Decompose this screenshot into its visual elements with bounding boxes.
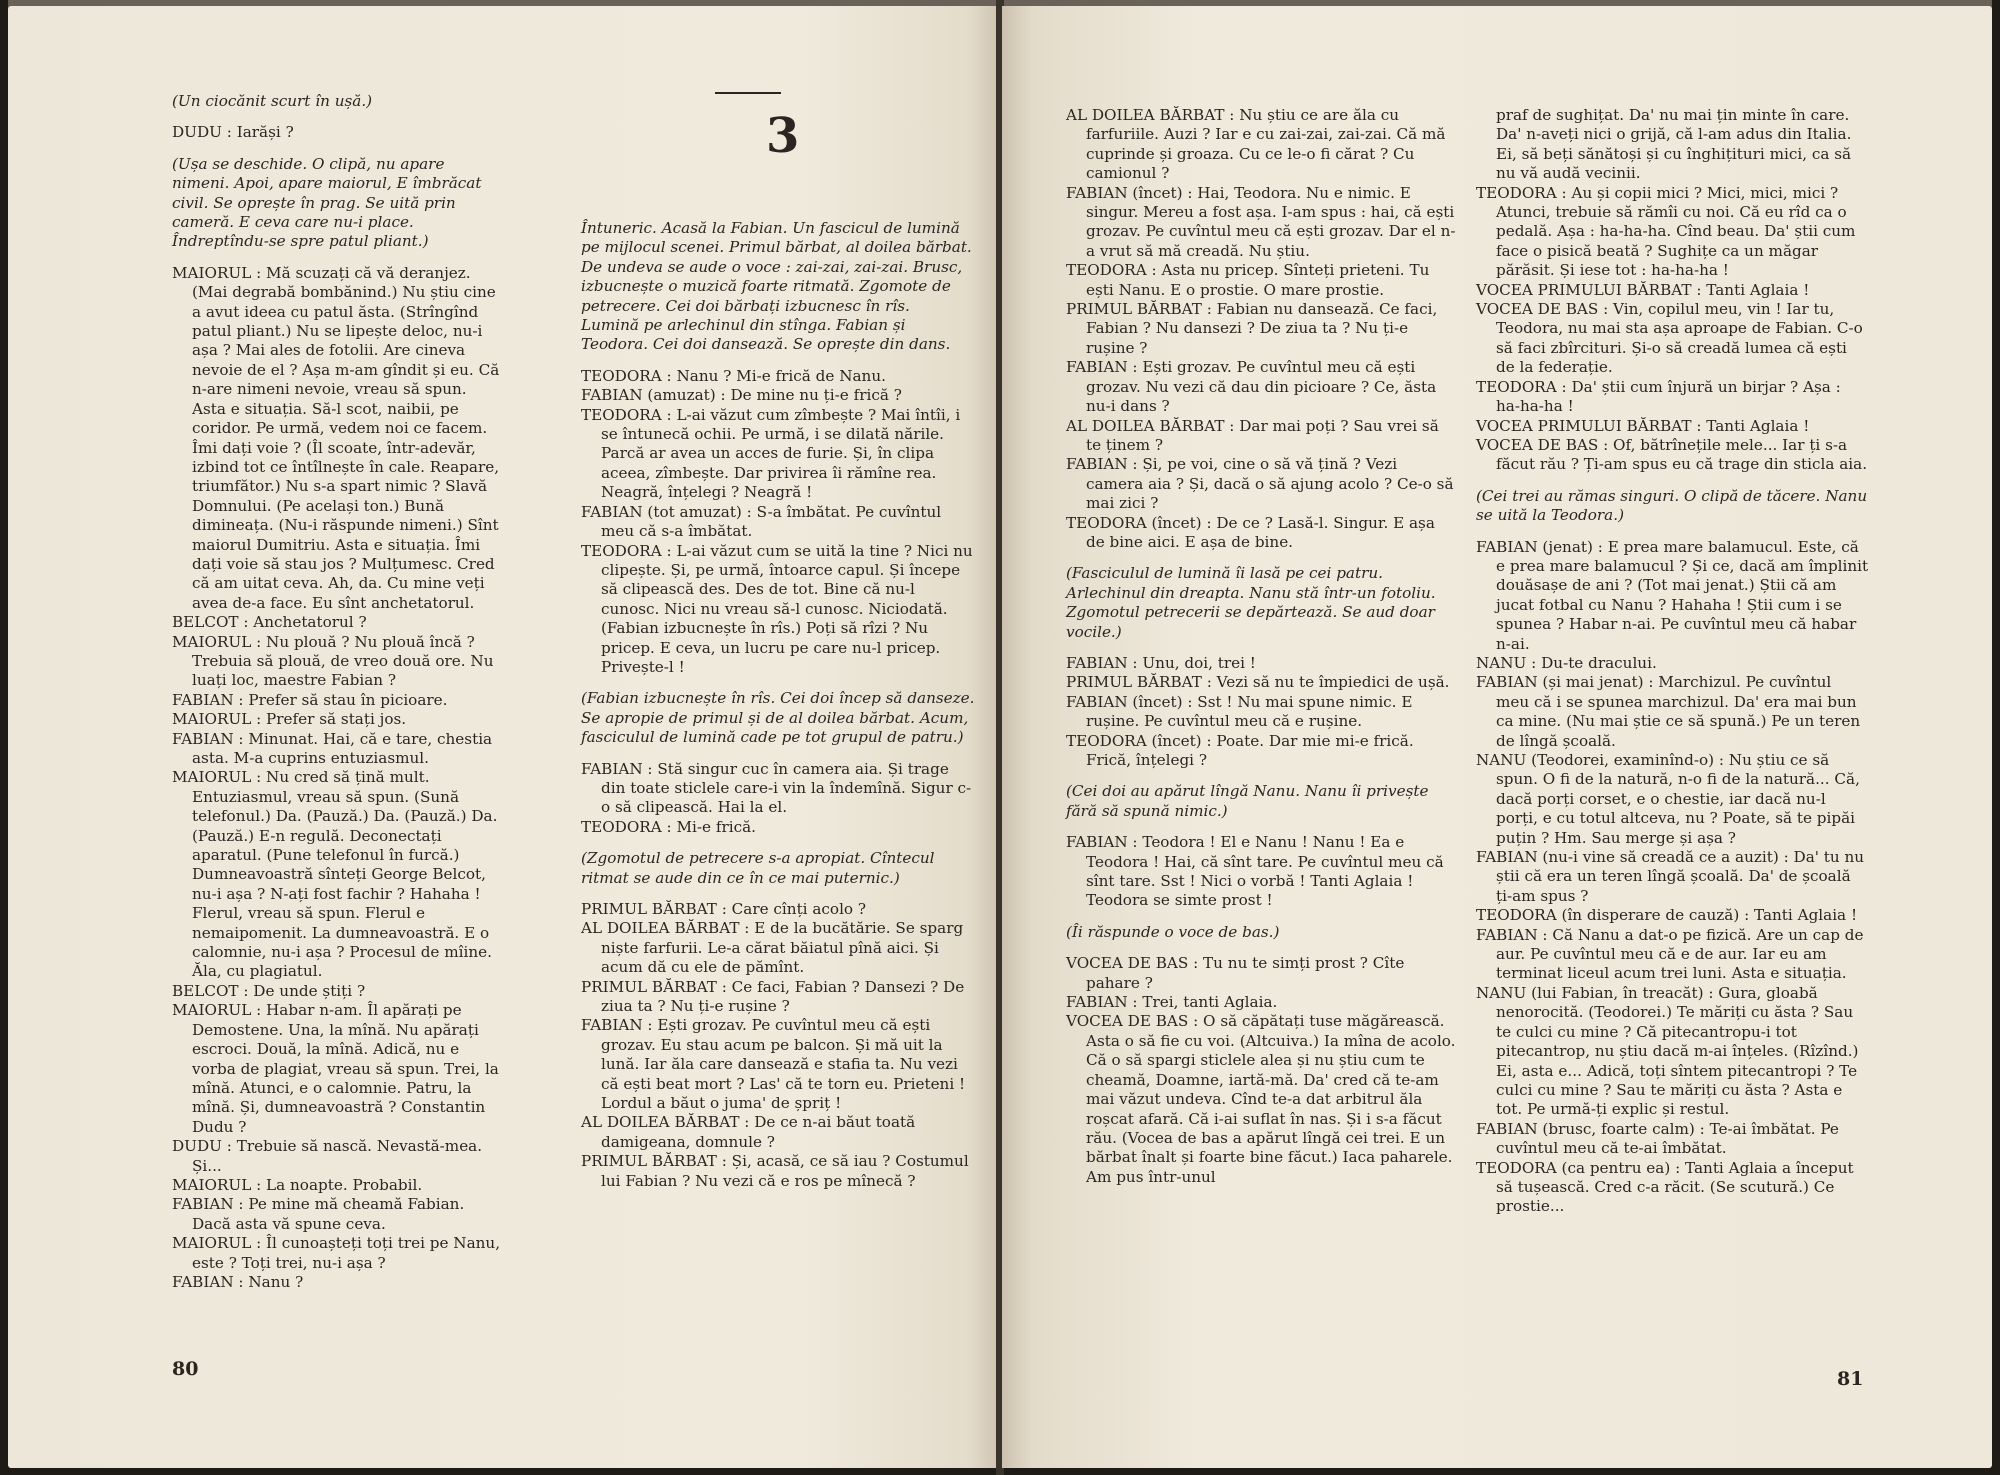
- dialogue-line: AL DOILEA BĂRBAT : De ce n-ai băut toată damigeana, domnule ?: [581, 1113, 916, 1151]
- stage-direction: (Un ciocănit scurt în ușă.): [172, 92, 373, 110]
- dialogue-line: FABIAN : Stă singur cuc în camera aia. Și trage din toate sticlele care-i vin la îndemînă. Sigur c-o să clipească. Hai la el.: [581, 759, 972, 817]
- dialogue-line: FABIAN (încet) : Sst ! Nu mai spune nimic. E rușine. Pe cuvîntul meu că e rușine.: [1066, 692, 1413, 731]
- dialogue-line: VOCEA DE BAS : Vin, copilul meu, vin ! Iar tu, Teodora, nu mai sta așa aproape de Fabian. C-o să faci zbîrcituri. Și-o să creadă lumea că ești de la federație.: [1476, 300, 1863, 377]
- stage-direction: (Cei doi au apărut lîngă Nanu. Nanu îi privește fără să spună nimic.): [1066, 782, 1429, 820]
- dialogue-line: PRIMUL BĂRBAT : Fabian nu dansează. Ce faci, Fabian ? Nu dansezi ? De ziua ta ? Nu ți-e rușine ?: [1066, 300, 1438, 357]
- dialogue-line: praf de sughițat. Da' nu mai țin minte în care. Da' n-aveți nici o grijă, că l-am adus din Italia. Ei, să beți sănătoși și cu înghițituri mici, ca să nu vă audă vecinii.: [1496, 106, 1852, 183]
- dialogue-line: FABIAN (încet) : Hai, Teodora. Nu e nimic. E singur. Mereu a fost așa. I-am spus : hai, că ești grozav. Pe cuvîntul meu că ești grozav. Dar el n-a vrut să mă creadă. Nu știu.: [1066, 183, 1456, 260]
- dialogue-line: MAIORUL : Habar n-am. Îl apărați pe Demostene. Una, la mînă. Nu apărați escroci. Două, la mînă. Adică, nu e vorba de plagiat, vreau să spun. Trei, la mînă. Atunci, e o calomnie. Patru, la mînă. Și, dumneavoastră ? Constantin Dudu ?: [172, 1001, 499, 1136]
- dialogue-line: TEODORA : Da' știi cum înjură un birjar ? Așa : ha-ha-ha !: [1476, 377, 1841, 416]
- dialogue-line: BELCOT : Anchetatorul ?: [172, 613, 367, 632]
- dialogue-line: TEODORA : Au și copii mici ? Mici, mici, mici ? Atunci, trebuie să rămîi cu noi. Că eu rîd ca o pedală. Așa : ha-ha-ha. Cînd beau. Da' știi cum face o pisică beată ? Sughițe ca un măgar părăsit. Și iese tot : ha-ha-ha !: [1476, 183, 1856, 280]
- left-column-2: [581, 219, 976, 1191]
- dialogue-line: TEODORA : L-ai văzut cum zîmbește ? Mai întîi, i se întunecă ochii. Pe urmă, i se dilată nările. Parcă ar avea un acces de furie. Și, în clipa aceea, zîmbește. Dar privirea îi rămîne rea. Neagră, înțelegi ? Neagră !: [581, 405, 961, 502]
- dialogue-line: AL DOILEA BĂRBAT : Nu știu ce are ăla cu farfuriile. Auzi ? Iar e cu zai-zai, zai-zai. Că mă cuprinde și groaza. Cu ce le-o fi cărat ? Cu camionul ?: [1066, 106, 1446, 183]
- dialogue-line: PRIMUL BĂRBAT : Și, acasă, ce să iau ? Costumul lui Fabian ? Nu vezi că e ros pe mînecă ?: [581, 1152, 969, 1190]
- dialogue-line: FABIAN (amuzat) : De mine nu ți-e frică ?: [581, 386, 902, 405]
- dialogue-line: AL DOILEA BĂRBAT : Dar mai poți ? Sau vrei să te ținem ?: [1066, 416, 1439, 454]
- dialogue-line: FABIAN : Teodora ! El e Nanu ! Nanu ! Ea e Teodora ! Hai, că sînt tare. Pe cuvîntul meu că sînt tare. Sst ! Nici o vorbă ! Tanti Aglaia ! Teodora se simte prost !: [1066, 833, 1444, 910]
- dialogue-line: NANU : Du-te dracului.: [1476, 653, 1657, 672]
- dialogue-line: NANU (lui Fabian, în treacăt) : Gura, gloabă nenorocită. (Teodorei.) Te măriți cu ăsta ? Sau te culci cu mine ? Că pitecantropu-i tot pitecantrop, nu știu dacă m-ai înțeles. (Rîzînd.) Ei, asta e... Adică, toți sîntem pitecantropi ? Te culci cu mine ? Sau te măriți cu ăsta ? Asta e tot. Pe urmă-ți explic și restul.: [1476, 983, 1859, 1119]
- dialogue-line: FABIAN : Unu, doi, trei !: [1066, 653, 1256, 672]
- dialogue-line: FABIAN : Nanu ?: [172, 1272, 304, 1291]
- dialogue-line: FABIAN : Ești grozav. Pe cuvîntul meu că ești grozav. Nu vezi că dau din picioare ? Ce, ăsta nu-i dans ?: [1066, 358, 1437, 416]
- dialogue-line: FABIAN : Și, pe voi, cine o să vă țină ? Vezi camera aia ? Și, dacă o să ajung acolo ? Ce-o să mai zici ?: [1066, 455, 1454, 513]
- dialogue-line: FABIAN : Trei, tanti Aglaia.: [1066, 993, 1278, 1012]
- dialogue-line: MAIORUL : Mă scuzați că vă deranjez. (Mai degrabă bombănind.) Nu știu cine a avut ideea cu patul ăsta. (Strîngînd patul pliant.) Nu se lipește deloc, nu-i așa ? Mai ales de fotolii. Are cineva nevoie de el ? Așa m-am gîndit și eu. Că n-are nimeni nevoie, vreau să spun. Asta e situația. Să-l scot, naibii, pe coridor. Pe urmă, vedem noi ce facem. Îmi dați voie ? (Îl scoate, într-adevăr, izbind tot ce întîlnește în cale. Reapare, triumfător.) Nu s-a spart nimic ? Slavă Domnului. (Pe același ton.) Bună dimineața. (Nu-i răspunde nimeni.) Sînt maiorul Dumitriu. Asta e situația. Îmi dați voie să stau jos ? Mulțumesc. Cred că am uitat ceva. Ah, da. Cu mine veți avea de-a face. Eu sînt anchetatorul.: [172, 263, 500, 612]
- dialogue-line: TEODORA (în disperare de cauză) : Tanti Aglaia !: [1476, 906, 1858, 925]
- dialogue-line: PRIMUL BĂRBAT : Vezi să nu te împiedici de ușă.: [1066, 673, 1450, 692]
- dialogue-line: PRIMUL BĂRBAT : Care cînți acolo ?: [581, 900, 867, 918]
- dialogue-line: VOCEA PRIMULUI BĂRBAT : Tanti Aglaia !: [1476, 280, 1810, 299]
- dialogue-line: FABIAN (brusc, foarte calm) : Te-ai îmbătat. Pe cuvîntul meu că te-ai îmbătat.: [1476, 1119, 1839, 1158]
- dialogue-line: TEODORA : Nanu ? Mi-e frică de Nanu.: [581, 366, 886, 385]
- dialogue-line: TEODORA : Asta nu pricep. Sînteți prieteni. Tu ești Nanu. E o prostie. O mare prostie.: [1066, 261, 1430, 299]
- dialogue-line: VOCEA DE BAS : Of, bătrînețile mele... Iar ți s-a făcut rău ? Ți-am spus eu că trage din sticla aia.: [1476, 435, 1868, 474]
- act-number: 3: [766, 108, 800, 164]
- dialogue-line: VOCEA DE BAS : Tu nu te simți prost ? Cîte pahare ?: [1066, 954, 1405, 992]
- dialogue-line: FABIAN : Prefer să stau în picioare.: [172, 690, 448, 709]
- dialogue-line: FABIAN : Pe mine mă cheamă Fabian. Dacă asta vă spune ceva.: [172, 1195, 465, 1233]
- dialogue-line: MAIORUL : Nu cred să țină mult. Entuziasmul, vreau să spun. (Sună telefonul.) Da. (Pauză.) Da. (Pauză.) Da. (Pauză.) E-n regulă. Deconectați aparatul. (Pune telefonul în furcă.) Dumneavoastră sînteți George Belcot, nu-i așa ? N-ați fost fachir ? Hahaha ! Flerul, vreau să spun. Flerul e nemaipomenit. La dumneavoastră. E o calomnie, nu-i așa ? Procesul de mîine. Ăla, cu plagiatul.: [172, 768, 498, 981]
- dialogue-line: NANU (Teodorei, examinînd-o) : Nu știu ce să spun. O fi de la natură, n-o fi de la natură... Că, dacă porți corset, e o chestie, iar dacă nu-l porți, e cu totul altceva, nu ? Poate, să te pipăi puțin ? Hm. Sau merge și așa ?: [1476, 751, 1860, 847]
- page-number-right: 81: [1837, 1368, 1864, 1390]
- stage-direction: (Îi răspunde o voce de bas.): [1066, 922, 1280, 941]
- dialogue-line: MAIORUL : Prefer să stați jos.: [172, 710, 407, 729]
- dialogue-line: PRIMUL BĂRBAT : Ce faci, Fabian ? Dansezi ? De ziua ta ? Nu ți-e rușine ?: [581, 977, 965, 1016]
- dialogue-line: FABIAN (jenat) : E prea mare balamucul. Este, că e prea mare balamucul ? Și ce, dacă am împlinit douăsașe de ani ? (Tot mai jenat.) Știi că am jucat fotbal cu Nanu ? Hahaha ! Știi cum i se spunea ? Habar n-ai. Pe cuvîntul meu că habar n-ai.: [1476, 537, 1869, 653]
- dialogue-line: MAIORUL : Nu plouă ? Nu plouă încă ? Trebuia să plouă, de vreo două ore. Nu luați loc, maestre Fabian ?: [172, 632, 494, 690]
- dialogue-line: TEODORA : Mi-e frică.: [581, 817, 756, 836]
- dialogue-line: TEODORA (încet) : De ce ? Lasă-l. Singur. E așa de bine aici. E așa de bine.: [1066, 513, 1435, 551]
- dialogue-line: TEODORA : L-ai văzut cum se uită la tine ? Nici nu clipește. Și, pe urmă, întoarce capul. Și începe să clipească des. Des de tot. Bine că nu-l cunosc. Nici nu vreau să-l cunosc. Niciodată. (Fabian izbucnește în rîs.) Poți să rîzi ? Nu pricep. E ceva, un lucru pe care nu-l pricep. Privește-l !: [581, 541, 973, 676]
- dialogue-line: FABIAN : Minunat. Hai, că e tare, chestia asta. M-a cuprins entuziasmul.: [172, 729, 493, 767]
- dialogue-line: BELCOT : De unde știți ?: [172, 981, 366, 1000]
- stage-direction: (Ușa se deschide. O clipă, nu apare nimeni. Apoi, apare maiorul, E îmbrăcat civil. Se oprește în prag. Se uită prin cameră. E ceva care nu-i place. Îndreptîndu-se spre patul pliant.): [172, 154, 482, 251]
- right-column-1: [1066, 106, 1457, 1187]
- left-page: [8, 6, 998, 1468]
- stage-direction: (Zgomotul de petrecere s-a apropiat. Cîntecul ritmat se aude din ce în ce mai puternic.): [581, 849, 935, 887]
- dialogue-line: VOCEA DE BAS : O să căpătați tuse măgărească. Asta o să fie cu voi. (Altcuiva.) Ia mîna de acolo. Că o să spargi sticlele alea și nu știu cum te cheamă, Doamne, iartă-mă. Da' cred că te-am mai văzut undeva. Cînd te-a dat arbitrul ăla roșcat afară. Că i-ai suflat în nas. Și i s-a făcut rău. (Vocea de bas a apărut lîngă cei trei. E un bărbat înalt și foarte bine făcut.) Iaca paharele. Am pus într-unul: [1066, 1012, 1456, 1186]
- dialogue-line: TEODORA (încet) : Poate. Dar mie mi-e frică. Frică, înțelegi ?: [1066, 731, 1414, 769]
- dialogue-line: TEODORA (ca pentru ea) : Tanti Aglaia a început să tușească. Cred c-a răcit. (Se scutură.) Ce prostie...: [1476, 1158, 1854, 1216]
- dialogue-line: DUDU : Iarăși ?: [172, 123, 294, 142]
- act-heading-rule: [715, 92, 781, 94]
- dialogue-line: FABIAN : Ești grozav. Pe cuvîntul meu că ești grozav. Eu stau acum pe balcon. Și mă uit la lună. Iar ăla care dansează e stafia ta. Nu vezi că ești beat mort ? Las' că te torn eu. Prieteni ! Lordul a băut o juma' de șpriț !: [581, 1016, 966, 1113]
- stage-direction: (Cei trei au rămas singuri. O clipă de tăcere. Nanu se uită la Teodora.): [1476, 486, 1868, 525]
- dialogue-line: MAIORUL : La noapte. Probabil.: [172, 1175, 423, 1194]
- stage-direction: Zgomotul petrecerii se depărtează. Se aud doar vocile.): [1066, 603, 1435, 641]
- left-column-1: [172, 92, 504, 1292]
- stage-direction: (Fabian izbucnește în rîs. Cei doi încep să danseze. Se apropie de primul și de al doilea bărbat. Acum, fasciculul de lumină cade pe tot grupul de patru.): [581, 689, 975, 747]
- dialogue-line: MAIORUL : Îl cunoașteți toți trei pe Nanu, este ? Toți trei, nu-i așa ?: [172, 1234, 501, 1272]
- dialogue-line: DUDU : Trebuie să nască. Nevastă-mea. Și...: [172, 1137, 483, 1175]
- stage-direction: Lumină pe arlechinul din stînga. Fabian și Teodora. Cei doi dansează. Se oprește din dans.: [581, 316, 951, 354]
- dialogue-line: FABIAN (și mai jenat) : Marchizul. Pe cuvîntul meu că i se spunea marchizul. Da' era mai bun ca mine. (Nu mai știe ce să spună.) Pe un teren de lîngă școală.: [1476, 673, 1861, 750]
- dialogue-line: VOCEA PRIMULUI BĂRBAT : Tanti Aglaia !: [1476, 416, 1810, 435]
- dialogue-line: AL DOILEA BĂRBAT : E de la bucătărie. Se sparg niște farfurii. Le-a cărat băiatul pînă aici. Și acum dă cu ele de pămînt.: [581, 919, 964, 977]
- right-column-2: [1476, 106, 1869, 1217]
- dialogue-line: FABIAN (tot amuzat) : S-a îmbătat. Pe cuvîntul meu că s-a îmbătat.: [581, 502, 942, 541]
- page-number-left: 80: [172, 1358, 199, 1380]
- stage-direction: Întuneric. Acasă la Fabian. Un fascicul de lumină pe mijlocul scenei. Primul bărbat, al doilea bărbat. De undeva se aude o voce : zai-zai, zai-zai. Brusc, izbucnește o muzică foarte ritmată. Zgomote de petrecere. Cei doi bărbați izbucnesc în rîs.: [581, 219, 972, 315]
- dialogue-line: FABIAN (nu-i vine să creadă ce a auzit) : Da' tu nu știi că era un teren lîngă școală. Da' de școală ți-am spus ?: [1476, 848, 1865, 905]
- dialogue-line: FABIAN : Că Nanu a dat-o pe fizică. Are un cap de aur. Pe cuvîntul meu că e de aur. Iar eu am terminat liceul acum trei luni. Asta e situația.: [1476, 925, 1864, 983]
- right-page: [1002, 6, 1992, 1468]
- stage-direction: (Fasciculul de lumină îi lasă pe cei patru. Arlechinul din dreapta. Nanu stă într-un fotoliu.: [1066, 564, 1436, 602]
